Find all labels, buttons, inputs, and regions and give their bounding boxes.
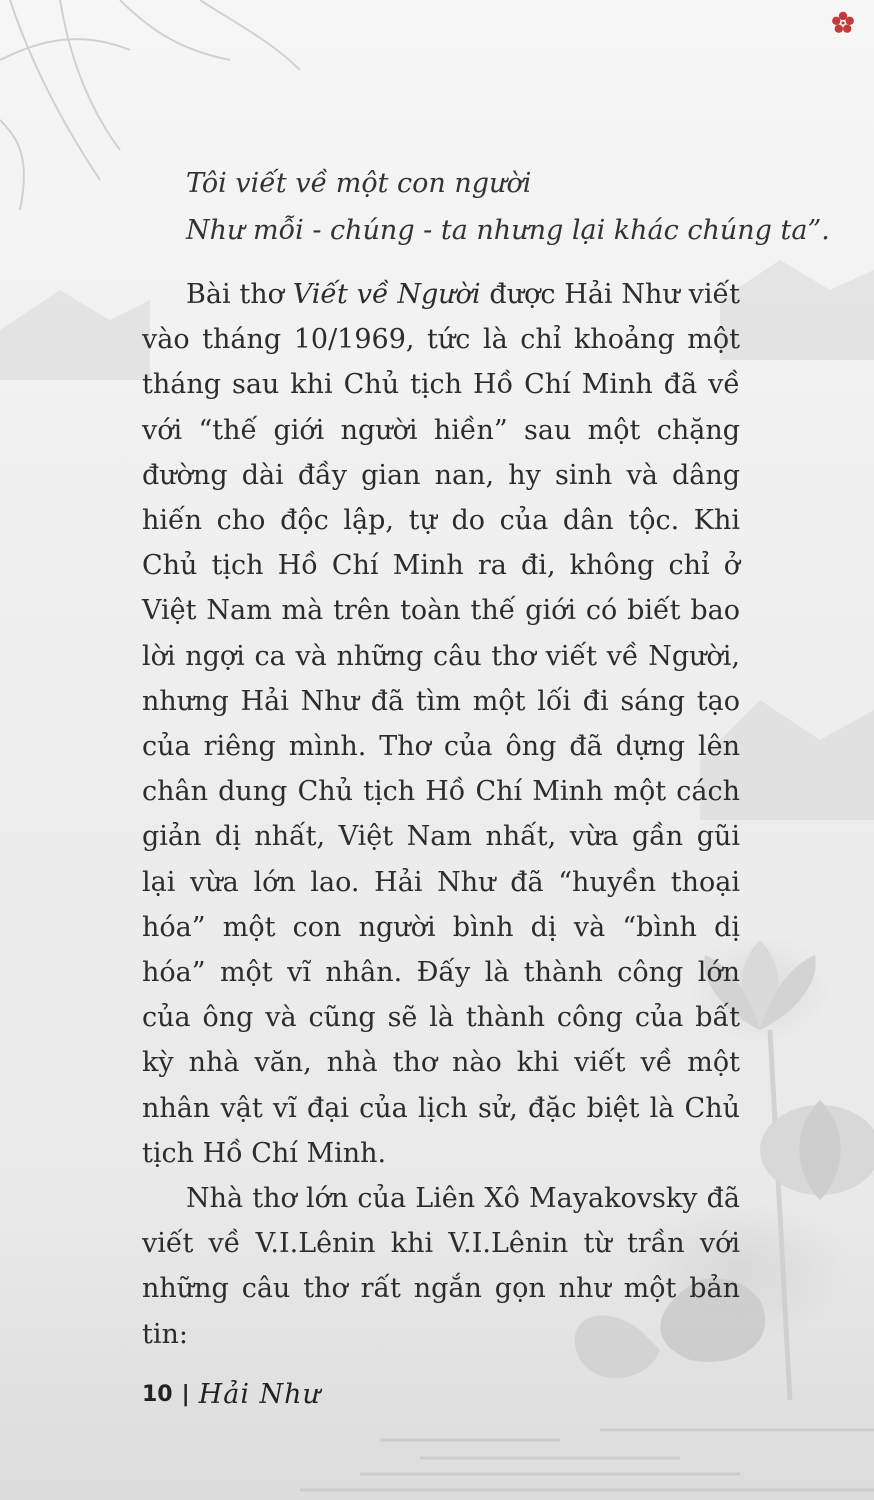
poem-excerpt — [186, 160, 830, 254]
poem-line: Tôi viết về một con người — [186, 168, 532, 199]
body-text — [142, 272, 740, 1357]
water-reflection — [300, 1430, 874, 1490]
poem-line: Như mỗi - chúng - ta nhưng lại khác chúng ta”. — [186, 215, 830, 246]
paragraph — [142, 272, 740, 1176]
flower-ornament-icon — [830, 10, 856, 36]
poem-title: Viết về Người — [292, 279, 481, 310]
paragraph: Nhà thơ lớn của Liên Xô Mayakovsky đã viết về V.I.Lênin khi V.I.Lênin từ trần với những câu thơ rất ngắn gọn như một bản tin: — [142, 1183, 740, 1350]
page-number: 10 — [142, 1381, 173, 1407]
paragraph-text: được Hải Như viết vào tháng 10/1969, tức là chỉ khoảng một tháng sau khi Chủ tịch Hồ Chí Minh đã về với “thế giới người hiền” sau một chặng đường dài đầy gian nan, hy sinh và dâng hiến cho độc lập, tự do của dân tộc. Khi Chủ tịch Hồ Chí Minh ra đi, không chỉ ở Việt Nam mà trên toàn thế giới có biết bao lời ngợi ca và những câu thơ viết về Người, nhưng Hải Như đã tìm một lối đi sáng tạo của riêng mình. Thơ của ông đã dựng lên chân dung Chủ tịch Hồ Chí Minh một cách giản dị nhất, Việt Nam nhất, vừa gần gũi lại vừa lớn lao. Hải Như đã “huyền thoại hóa” một con người bình dị và “bình dị hóa” một vĩ nhân. Đấy là thành công lớn của ông và cũng sẽ là thành công của bất kỳ nhà văn, nhà thơ nào khi viết về một nhân vật vĩ đại của lịch sử, đặc biệt là Chủ tịch Hồ Chí Minh. — [142, 279, 740, 1169]
paragraph-text: Bài thơ — [186, 279, 293, 310]
page-footer — [142, 1374, 321, 1414]
author-signature: Hải Như — [198, 1378, 321, 1410]
footer-separator: | — [181, 1381, 190, 1407]
